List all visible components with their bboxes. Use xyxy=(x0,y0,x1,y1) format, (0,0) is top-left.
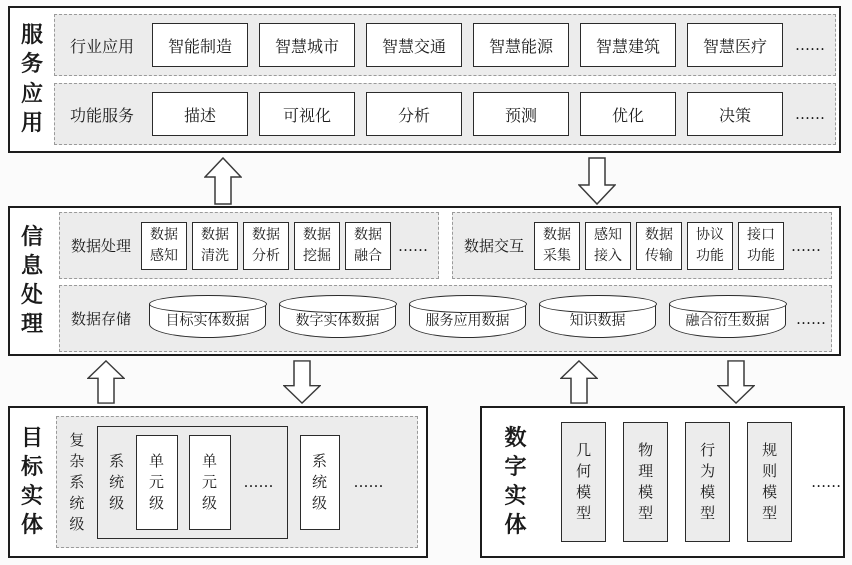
data-processing-box: 数据分析 xyxy=(243,222,289,270)
function-service-box: 可视化 xyxy=(259,92,355,136)
data-interaction-box: 协议功能 xyxy=(687,222,733,270)
database-cylinder: 知识数据 xyxy=(539,304,656,338)
system-level-box: 系统级 xyxy=(300,435,340,530)
up-arrow-icon xyxy=(560,360,598,404)
function-service-box: 描述 xyxy=(152,92,248,136)
system-level-group xyxy=(97,426,288,539)
up-arrow-icon xyxy=(204,157,242,205)
service-layer-title xyxy=(10,8,54,151)
data-storage-label: 数据存储 xyxy=(70,310,131,328)
industry-app-box: 智慧城市 xyxy=(259,23,355,67)
layer-information-processing xyxy=(8,206,841,356)
info-layer-content xyxy=(54,208,839,354)
data-interaction-box: 感知接入 xyxy=(585,222,631,270)
data-interaction-label: 数据交互 xyxy=(463,237,524,255)
behavior-model-box: 行为模型 xyxy=(685,422,730,542)
data-interaction-box: 接口功能 xyxy=(738,222,784,270)
data-processing-box: 数据融合 xyxy=(345,222,391,270)
service-layer-content xyxy=(54,8,844,151)
data-processing-label: 数据处理 xyxy=(70,237,131,255)
ellipsis: …… xyxy=(796,309,826,328)
up-arrow-icon xyxy=(87,360,125,404)
ellipsis: …… xyxy=(353,473,384,491)
down-arrow-icon xyxy=(578,157,616,205)
target-entity-title xyxy=(10,408,54,556)
rule-model-box: 规则模型 xyxy=(747,422,792,542)
layer-service-application xyxy=(8,6,841,153)
complex-system-level-label: 复杂系统级 xyxy=(69,430,85,533)
function-service-row xyxy=(54,83,836,145)
data-interaction-panel xyxy=(452,212,832,279)
down-arrow-icon xyxy=(283,360,321,404)
database-cylinder: 融合衍生数据 xyxy=(669,304,786,338)
database-cylinder: 服务应用数据 xyxy=(409,304,526,338)
industry-app-box: 智慧交通 xyxy=(366,23,462,67)
geometry-model-box: 几何模型 xyxy=(561,422,606,542)
data-interaction-box: 数据采集 xyxy=(534,222,580,270)
layer-digital-entity xyxy=(480,406,845,558)
service-layer-title-text: 服务应用 xyxy=(20,22,43,136)
industry-app-box: 智慧建筑 xyxy=(580,23,676,67)
industry-application-row xyxy=(54,14,836,76)
target-entity-title-text: 目标实体 xyxy=(20,424,43,539)
industry-app-box: 智慧医疗 xyxy=(687,23,783,67)
target-entity-panel xyxy=(56,416,418,548)
digital-entity-title xyxy=(504,424,527,540)
ellipsis: …… xyxy=(243,473,274,491)
function-service-box: 预测 xyxy=(473,92,569,136)
unit-level-box: 单元级 xyxy=(189,435,231,530)
data-processing-box: 数据清洗 xyxy=(192,222,238,270)
down-arrow-icon xyxy=(717,360,755,404)
info-layer-title-text: 信息处理 xyxy=(20,223,43,338)
model-boxes xyxy=(561,422,843,542)
data-storage-panel xyxy=(59,285,832,352)
data-processing-box: 数据挖掘 xyxy=(294,222,340,270)
physics-model-box: 物理模型 xyxy=(623,422,668,542)
function-service-box: 分析 xyxy=(366,92,462,136)
industry-app-box: 智能制造 xyxy=(152,23,248,67)
function-service-label: 功能服务 xyxy=(69,105,134,125)
unit-level-box: 单元级 xyxy=(136,435,178,530)
ellipsis: …… xyxy=(795,105,825,123)
data-interaction-box: 数据传输 xyxy=(636,222,682,270)
info-layer-title xyxy=(10,208,54,354)
ellipsis: …… xyxy=(795,36,825,54)
industry-app-box: 智慧能源 xyxy=(473,23,569,67)
ellipsis: …… xyxy=(398,236,428,255)
digital-entity-content xyxy=(482,408,843,556)
function-service-box: 优化 xyxy=(580,92,676,136)
system-level-label: 系统级 xyxy=(109,451,125,512)
industry-application-label: 行业应用 xyxy=(69,36,134,56)
data-processing-box: 数据感知 xyxy=(141,222,187,270)
layer-target-entity xyxy=(8,406,428,558)
ellipsis: …… xyxy=(791,236,821,255)
digital-entity-title-text: 数字实体 xyxy=(504,424,527,539)
database-cylinder: 目标实体数据 xyxy=(149,304,266,338)
ellipsis: …… xyxy=(811,473,842,491)
database-cylinder: 数字实体数据 xyxy=(279,304,396,338)
function-service-box: 决策 xyxy=(687,92,783,136)
data-processing-panel xyxy=(59,212,439,279)
